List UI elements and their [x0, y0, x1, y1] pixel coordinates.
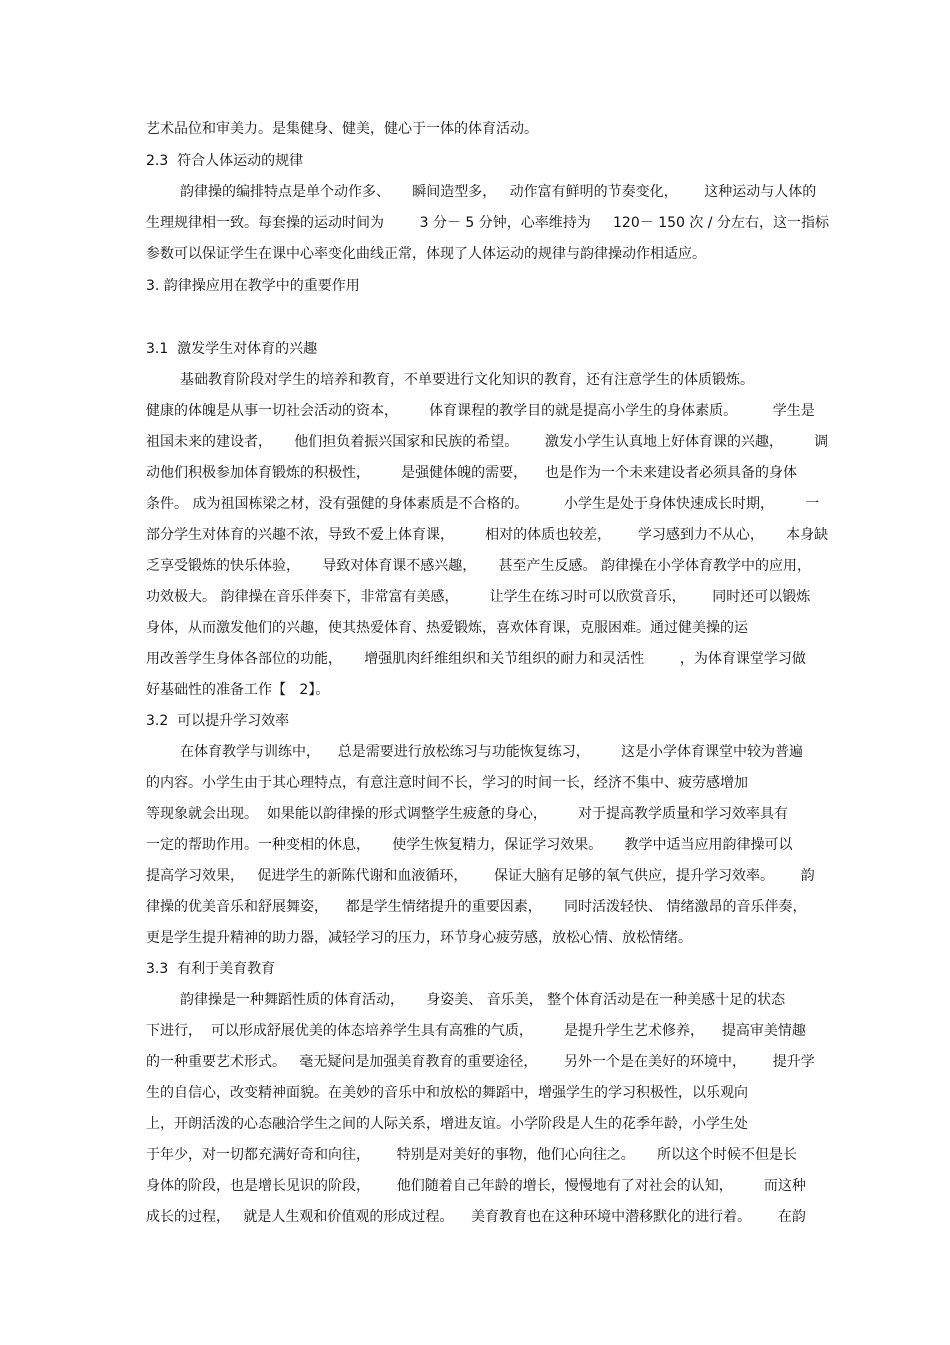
- paragraph-line: 身体，从而激发他们的兴趣，使其热爱体育、热爱锻炼，喜欢体育课，克服困难。通过健美操的运: [146, 620, 748, 636]
- section-heading-3-1: 3.1 激发学生对体育的兴趣: [146, 341, 318, 357]
- paragraph-line: 身体的阶段，也是增长见识的阶段， 他们随着自己年龄的增长，慢慢地有了对社会的认知， 而这种: [146, 1178, 806, 1194]
- paragraph-line: 艺术品位和审美力。是集健身、健美，健心于一体的体育活动。: [146, 121, 538, 137]
- section-heading-3-2: 3.2 可以提升学习效率: [146, 713, 290, 729]
- paragraph-line: 部分学生对体育的兴趣不浓，导致不爱上体育课， 相对的体质也较差， 学习感到力不从心， 本身缺: [146, 527, 829, 543]
- section-heading-3: 3. 韵律操应用在教学中的重要作用: [146, 278, 360, 294]
- section-heading-3-3: 3.3 有利于美育教育: [146, 961, 276, 977]
- paragraph-line: 好基础性的准备工作【 2】。: [146, 682, 330, 698]
- paragraph-line: 律操的优美音乐和舒展舞姿， 都是学生情绪提升的重要因素， 同时活泼轻快、 情绪激昂的音乐伴奏，: [146, 899, 807, 915]
- paragraph-line: 上，开朗活泼的心态融洽学生之间的人际关系，增进友谊。小学阶段是人生的花季年龄，小学生处: [146, 1116, 748, 1132]
- paragraph-line: 用改善学生身体各部位的功能， 增强肌肉纤维组织和关节组织的耐力和灵活性 ，为体育课堂学习做: [146, 651, 806, 667]
- paragraph-line: 祖国未来的建设者， 他们担负着振兴国家和民族的希望。 激发小学生认真地上好体育课的兴趣， 调: [146, 434, 829, 450]
- paragraph-line: 一定的帮助作用。一种变相的休息， 使学生恢复精力，保证学习效果。 教学中适当应用韵律操可以: [146, 837, 793, 853]
- paragraph-line: 参数可以保证学生在课中心率变化曲线正常，体现了人体运动的规律与韵律操动作相适应。: [146, 246, 706, 262]
- paragraph-line: 乏享受锻炼的快乐体验， 导致对体育课不感兴趣， 甚至产生反感。 韵律操在小学体育教学中的应用，: [146, 558, 811, 574]
- paragraph-line: 生的自信心，改变精神面貌。在美妙的音乐中和放松的舞蹈中，增强学生的学习积极性，以乐观向: [146, 1085, 748, 1101]
- paragraph-line: 成长的过程， 就是人生观和价值观的形成过程。 美育教育也在这种环境中潜移默化的进行着。 在韵: [146, 1209, 806, 1225]
- paragraph-line: 等现象就会出现。 如果能以韵律操的形式调整学生疲惫的身心， 对于提高教学质量和学习效率具有: [146, 806, 789, 822]
- paragraph-line: 于年少，对一切都充满好奇和向往， 特别是对美好的事物，他们心向往之。 所以这个时候不但是长: [146, 1147, 797, 1163]
- section-heading-2-3: 2.3 符合人体运动的规律: [146, 153, 304, 169]
- paragraph-line: 提高学习效果， 促进学生的新陈代谢和血液循环， 保证大脑有足够的氧气供应，提升学习效率。 韵: [146, 868, 815, 884]
- paragraph-line: 韵律操是一种舞蹈性质的体育活动， 身姿美、 音乐美， 整个体育活动是在一种美感十足的状态: [180, 992, 786, 1008]
- paragraph-line: 下进行， 可以形成舒展优美的体态培养学生具有高雅的气质， 是提升学生艺术修养， 提高审美情趣: [146, 1023, 806, 1039]
- paragraph-line: 功效极大。 韵律操在音乐伴奏下，非常富有美感， 让学生在练习时可以欣赏音乐， 同时还可以锻炼: [146, 589, 811, 605]
- paragraph-line: 更是学生提升精神的助力器，减轻学习的压力，环节身心疲劳感，放松心情、放松情绪。: [146, 930, 692, 946]
- paragraph-line: 韵律操的编排特点是单个动作多、 瞬间造型多， 动作富有鲜明的节奏变化， 这种运动与人体的: [180, 184, 817, 200]
- paragraph-line: 生理规律相一致。每套操的运动时间为 3 分－ 5 分钟，心率维持为 120－ 150 次 / 分左右，这一指标: [146, 215, 829, 231]
- paragraph-line: 的一种重要艺术形式。 毫无疑问是加强美育教育的重要途径， 另外一个是在美好的环境中， 提升学: [146, 1054, 815, 1070]
- paragraph-line: 动他们积极参加体育锻炼的积极性， 是强健体魄的需要， 也是作为一个未来建设者必须具备的身体: [146, 465, 797, 481]
- paragraph-line: 基础教育阶段对学生的培养和教育，不单要进行文化知识的教育，还有注意学生的体质锻炼。: [180, 372, 754, 388]
- paragraph-line: 的内容。小学生由于其心理特点，有意注意时间不长，学习的时间一长，经济不集中、疲劳感增加: [146, 775, 748, 791]
- paragraph-line: 在体育教学与训练中， 总是需要进行放松练习与功能恢复练习， 这是小学体育课堂中较为普遍: [180, 744, 803, 760]
- paragraph-line: 条件。 成为祖国栋梁之材，没有强健的身体素质是不合格的。 小学生是处于身体快速成长时期， 一: [146, 496, 820, 512]
- paragraph-line: 健康的体魄是从事一切社会活动的资本， 体育课程的教学目的就是提高小学生的身体素质。 学生是: [146, 403, 815, 419]
